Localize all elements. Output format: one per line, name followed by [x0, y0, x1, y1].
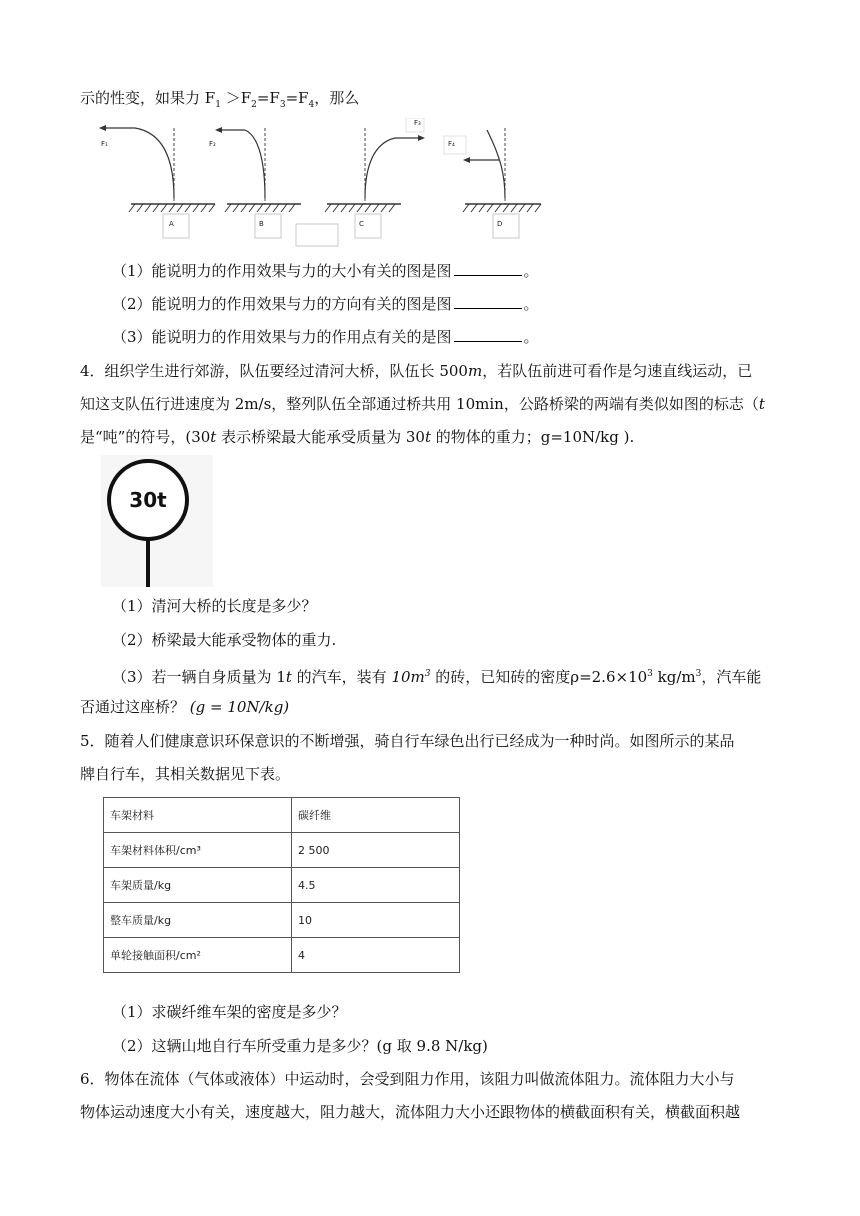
q4-unit-exp: 3 — [695, 669, 702, 679]
answer-blank[interactable] — [454, 294, 522, 309]
fig-label-a: A — [169, 220, 174, 228]
intro-text: 示的性变，如果力 F — [80, 89, 216, 107]
q3-sub2 — [112, 294, 539, 314]
intro-tail: ，那么 — [314, 89, 360, 107]
table-cell: 单轮接触面积/cm² — [104, 938, 292, 973]
table-row — [104, 868, 460, 903]
table-cell: 车架材料体积/cm³ — [104, 833, 292, 868]
sub-2: 2 — [251, 100, 257, 110]
force-diagram — [95, 118, 555, 248]
sign-text: 30t — [129, 488, 167, 512]
q4-unit-m: m — [467, 362, 483, 380]
table-cell: 车架材料 — [104, 798, 292, 833]
q4-t: t — [210, 428, 217, 446]
answer-blank[interactable] — [454, 261, 522, 276]
q4-line1-text: 4．组织学生进行郊游，队伍要经过清河大桥，队伍长 500 — [80, 362, 468, 380]
table-row — [104, 833, 460, 868]
q4-line3 — [80, 427, 634, 447]
q3-sub3 — [112, 327, 539, 347]
table-row — [104, 903, 460, 938]
q4-density-exp: 3 — [647, 669, 653, 679]
q6-line2: 物体运动速度大小有关，速度越大，阻力越大，流体阻力大小还跟物体的横截面积有关，横截面积越 — [80, 1103, 741, 1121]
force-label-f1: F₁ — [101, 140, 108, 148]
q4-line3b: 表示桥梁最大能承受质量为 30 — [216, 428, 425, 446]
q4-line1b-text: ，若队伍前进可看作是匀速直线运动，已 — [482, 362, 753, 380]
q4-line1 — [80, 361, 752, 381]
q4-sub3c: 的砖，已知砖的密度ρ=2.6×10 — [430, 668, 648, 686]
q4-volume-exp: 3 — [424, 669, 431, 679]
bike-spec-table — [103, 797, 460, 973]
q5-line2: 牌自行车，其相关数据见下表。 — [80, 765, 291, 783]
q4-sub3a: （3）若一辆自身质量为 1 — [112, 668, 286, 686]
table-cell: 整车质量/kg — [104, 903, 292, 938]
q4-last-line — [80, 697, 289, 717]
intro-eq2: =F — [285, 89, 309, 107]
figure-d — [444, 128, 541, 238]
table-cell: 10 — [292, 903, 460, 938]
q5-line1: 5．随着人们健康意识环保意识的不断增强，骑自行车绿色出行已经成为一种时尚。如图所示的某品 — [80, 732, 735, 750]
table-cell: 车架质量/kg — [104, 868, 292, 903]
table-cell: 碳纤维 — [292, 798, 460, 833]
q4-line2-text: 知这支队伍行进速度为 2m/s，整列队伍全部通过桥共用 10min，公路桥梁的两端有类似如图的标志（ — [80, 395, 759, 413]
q3-sub3-end: 。 — [523, 328, 539, 346]
q3-sub3-text: （3）能说明力的作用效果与力的作用点有关的是图 — [112, 328, 452, 346]
q3-sub2-text: （2）能说明力的作用效果与力的方向有关的图是图 — [112, 295, 452, 313]
intro-eq1: =F — [256, 89, 280, 107]
table-row — [104, 798, 460, 833]
q4-line2 — [80, 394, 765, 414]
q6-line1: 6．物体在流体（气体或液体）中运动时，会受到阻力作用，该阻力叫做流体阻力。流体阻力大小与 — [80, 1070, 735, 1088]
q5-sub2: （2）这辆山地自行车所受重力是多少？(g 取 9.8 N/kg) — [112, 1037, 488, 1055]
fig-label-d: D — [497, 220, 503, 228]
force-label-f2: F₂ — [209, 140, 216, 148]
fig-label-c: C — [359, 220, 364, 228]
table-cell: 4 — [292, 938, 460, 973]
intro-rest: ＞F — [220, 89, 252, 107]
sub-4: 4 — [308, 100, 315, 110]
weight-limit-sign — [101, 455, 213, 587]
q3-sub2-end: 。 — [523, 295, 539, 313]
q5-sub1: （1）求碳纤维车架的密度是多少？ — [112, 1003, 347, 1021]
q3-sub1-end: 。 — [523, 262, 539, 280]
table-cell: 2 500 — [292, 833, 460, 868]
q4-sub3d: kg/m — [652, 668, 696, 686]
q4-sub2: （2）桥梁最大能承受物体的重力. — [112, 631, 337, 649]
q4-g-formula: (g = 10N/kg) — [189, 698, 290, 716]
force-label-f4: F₄ — [448, 140, 455, 148]
figure-c — [325, 118, 425, 238]
q4-t: t — [424, 428, 431, 446]
table-cell: 4.5 — [292, 868, 460, 903]
table-row — [104, 938, 460, 973]
q4-t: t — [285, 668, 292, 686]
q4-sub3 — [112, 664, 761, 687]
q3-sub1-text: （1）能说明力的作用效果与力的大小有关的图是图 — [112, 262, 452, 280]
figure-b — [209, 127, 338, 246]
q3-sub1 — [112, 261, 539, 281]
q4-volume: 10m — [391, 668, 425, 686]
q4-sub3e: ，汽车能 — [701, 668, 762, 686]
figure-a — [99, 125, 215, 238]
q4-line3a: 是“吨”的符号，(30 — [80, 428, 211, 446]
q4-sub1: （1）清河大桥的长度是多少？ — [112, 597, 317, 615]
answer-blank[interactable] — [454, 327, 522, 342]
sub-3: 3 — [279, 100, 286, 110]
intro-line — [80, 88, 359, 115]
q4-sub3b: 的汽车，装有 — [291, 668, 392, 686]
fig-label-b: B — [259, 220, 264, 228]
q4-last-text: 否通过这座桥？ — [80, 698, 190, 716]
q4-line3c: 的物体的重力；g=10N/kg ). — [430, 428, 635, 446]
q4-t: t — [758, 395, 765, 413]
force-label-f3: F₃ — [414, 119, 421, 127]
sub-1: 1 — [215, 100, 221, 110]
